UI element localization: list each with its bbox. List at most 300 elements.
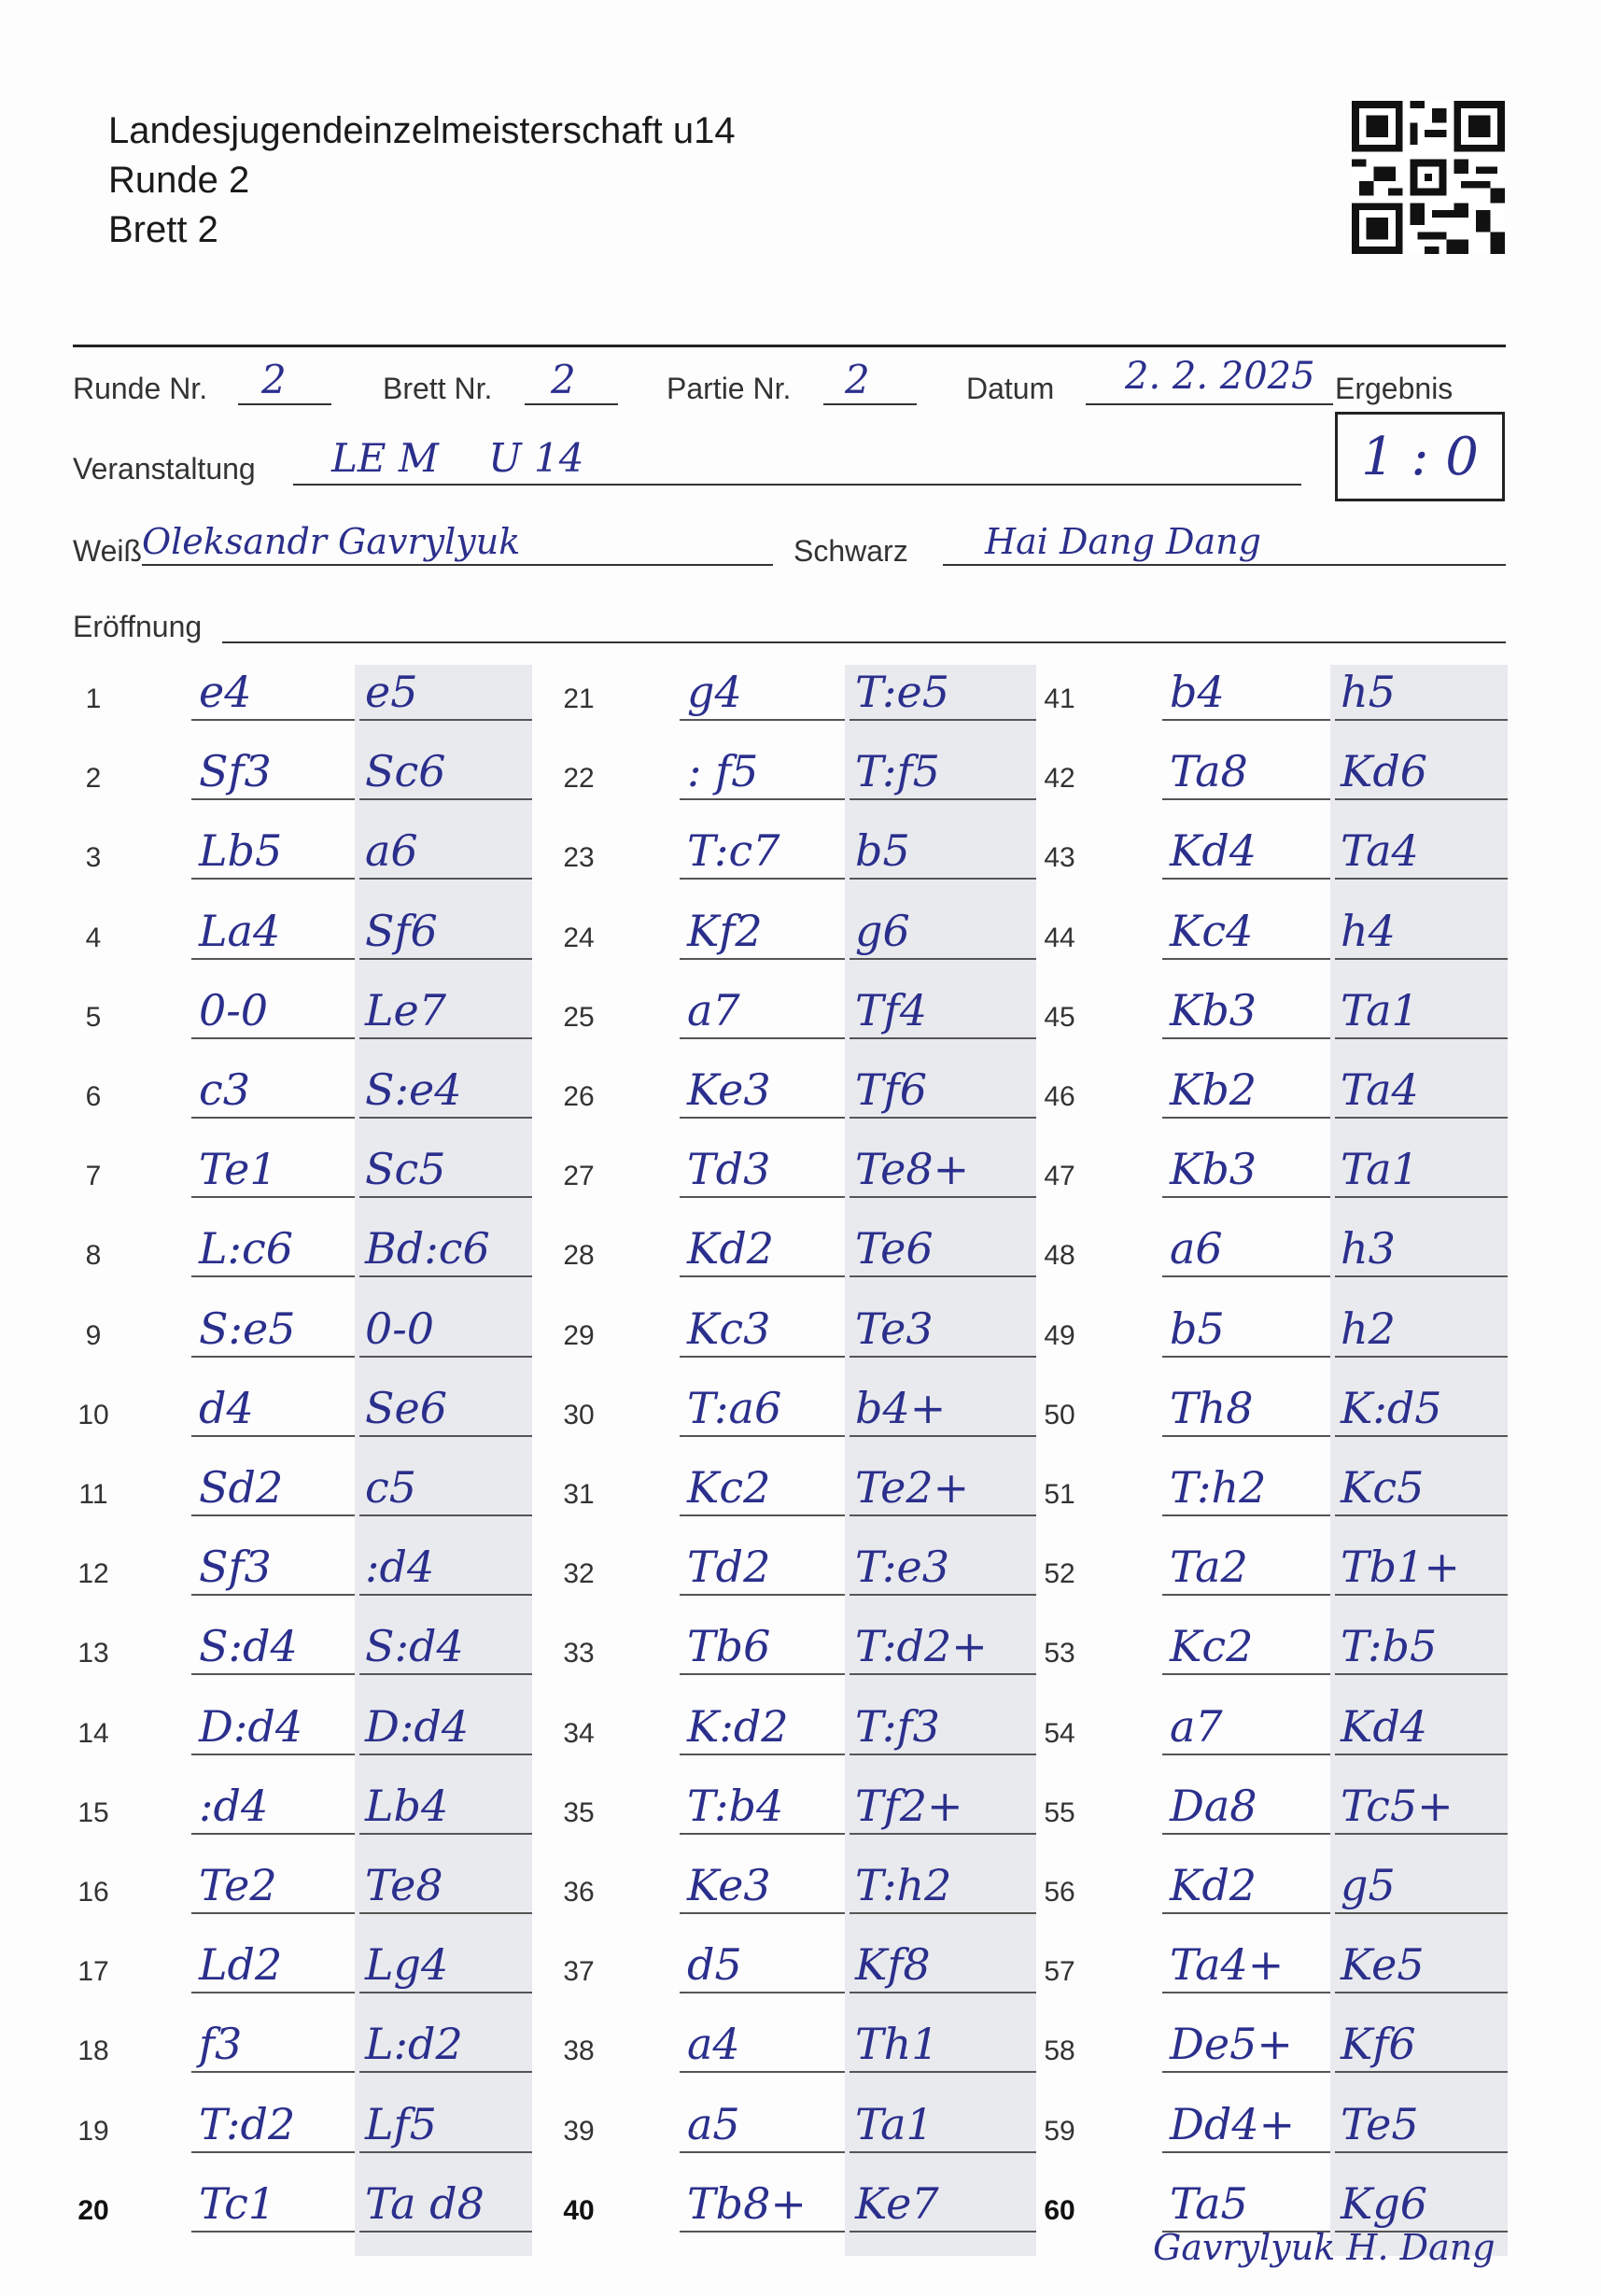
black-move[interactable]: Ta4 — [1341, 825, 1419, 877]
black-move-line — [850, 1912, 1036, 1914]
black-move[interactable]: Ta d8 — [365, 2177, 485, 2229]
white-move[interactable]: Kf2 — [687, 905, 763, 956]
black-move-line — [359, 1196, 532, 1198]
move-number: 40 — [563, 2194, 595, 2226]
white-move[interactable]: S:d4 — [199, 1621, 298, 1672]
white-move[interactable]: Sf3 — [199, 1542, 272, 1593]
black-move-line — [850, 1833, 1036, 1835]
white-move[interactable]: Tb6 — [687, 1621, 771, 1672]
black-move-line — [850, 1435, 1036, 1437]
black-move-line — [359, 2231, 532, 2233]
white-move-line — [1162, 1992, 1330, 1993]
white-move-line — [680, 1275, 845, 1277]
move-number: 30 — [563, 1399, 595, 1430]
white-move-line — [1162, 1037, 1330, 1039]
black-move[interactable]: S:e4 — [365, 1064, 462, 1115]
move-number: 48 — [1044, 1240, 1075, 1272]
move-number: 1 — [85, 683, 102, 714]
white-move[interactable]: b5 — [1170, 1303, 1225, 1354]
black-move-line — [1335, 1117, 1508, 1119]
move-number: 9 — [85, 1319, 102, 1351]
white-move[interactable]: e4 — [199, 667, 252, 717]
move-number: 23 — [563, 842, 595, 874]
black-move[interactable]: D:d4 — [365, 1700, 470, 1752]
move-number: 46 — [1044, 1081, 1075, 1112]
move-number: 11 — [78, 1479, 108, 1510]
black-move-line — [1335, 1356, 1508, 1358]
black-move[interactable]: Ke7 — [855, 2177, 939, 2229]
white-move-line — [191, 1992, 355, 1993]
black-move[interactable]: T:e3 — [855, 1542, 950, 1593]
black-move[interactable]: Sf6 — [365, 905, 438, 956]
move-number: 10 — [77, 1399, 109, 1430]
move-number: 58 — [1044, 2035, 1075, 2067]
white-move-line — [680, 798, 845, 800]
black-move[interactable]: Lb4 — [365, 1780, 449, 1831]
white-move-line — [1162, 958, 1330, 960]
black-move-line — [359, 958, 532, 960]
white-move[interactable]: Lb5 — [199, 825, 283, 877]
white-move[interactable]: Te2 — [199, 1860, 277, 1910]
black-move-line — [359, 878, 532, 880]
black-move[interactable]: Kf8 — [855, 1939, 931, 1991]
white-move-line — [191, 1117, 355, 1119]
white-move[interactable]: Ke3 — [687, 1860, 771, 1910]
schwarz-value[interactable]: Hai Dang Dang — [985, 521, 1261, 562]
black-move-line — [359, 1992, 532, 1993]
black-move[interactable]: h5 — [1341, 667, 1396, 717]
white-move-line — [191, 1673, 355, 1675]
black-move[interactable]: Th1 — [855, 2019, 939, 2070]
white-move[interactable]: K:d2 — [687, 1700, 789, 1752]
qr-code-icon — [1352, 101, 1505, 254]
white-move-line — [191, 1912, 355, 1914]
white-move[interactable]: Te1 — [199, 1144, 277, 1195]
black-move[interactable]: Se6 — [365, 1382, 448, 1433]
black-move[interactable]: b5 — [855, 825, 910, 877]
white-move-line — [680, 1037, 845, 1039]
brett-underline — [525, 403, 618, 405]
header-divider — [73, 345, 1506, 347]
white-move-line — [1162, 1196, 1330, 1198]
white-move[interactable]: Kc4 — [1170, 905, 1254, 956]
black-move[interactable]: :d4 — [365, 1542, 435, 1593]
white-move[interactable]: :d4 — [199, 1780, 269, 1831]
black-move[interactable]: g5 — [1341, 1860, 1396, 1910]
white-move[interactable]: Kb3 — [1170, 984, 1257, 1035]
datum-label: Datum — [966, 372, 1055, 405]
black-move-line — [1335, 1435, 1508, 1437]
weiss-value[interactable]: Oleksandr Gavrylyuk — [142, 521, 521, 562]
white-move[interactable]: S:e5 — [199, 1303, 296, 1354]
black-move[interactable]: Te2+ — [855, 1462, 970, 1513]
white-move-line — [680, 1117, 845, 1119]
move-number: 2 — [85, 763, 102, 795]
black-move[interactable]: T:b5 — [1341, 1621, 1438, 1672]
partie-underline — [823, 403, 917, 405]
black-move-line — [359, 2071, 532, 2073]
white-move-line — [680, 1196, 845, 1198]
white-move-line — [191, 1037, 355, 1039]
black-move[interactable]: Te3 — [855, 1303, 934, 1354]
tournament-title: Landesjugendeinzelmeisterschaft u14 — [108, 110, 736, 151]
black-move-line — [359, 798, 532, 800]
signatures: Gavrylyuk H. Dang — [1153, 2227, 1496, 2268]
black-move[interactable]: Sc6 — [365, 746, 446, 797]
black-move-line — [359, 1037, 532, 1039]
white-move[interactable]: g4 — [687, 667, 742, 717]
black-move-line — [850, 1754, 1036, 1755]
move-number: 17 — [77, 1956, 109, 1988]
white-move-line — [191, 2071, 355, 2073]
black-move[interactable]: Kc5 — [1341, 1462, 1425, 1513]
white-move-line — [680, 1833, 845, 1835]
black-move[interactable]: Tf4 — [855, 984, 927, 1035]
white-move[interactable]: L:c6 — [199, 1223, 294, 1275]
black-move[interactable]: g6 — [855, 905, 910, 956]
white-move[interactable]: Dd4+ — [1170, 2098, 1296, 2149]
white-move-line — [191, 2231, 355, 2233]
black-move-line — [359, 1594, 532, 1596]
black-move-line — [1335, 1037, 1508, 1039]
white-move[interactable]: Sf3 — [199, 746, 272, 797]
move-number: 27 — [563, 1161, 595, 1192]
black-move[interactable]: Ta1 — [1341, 1144, 1419, 1195]
brett-label: Brett Nr. — [383, 372, 493, 405]
white-move[interactable]: T:a6 — [687, 1382, 782, 1433]
black-move-line — [359, 1754, 532, 1755]
white-move[interactable]: : f5 — [687, 746, 759, 797]
move-number: 32 — [563, 1558, 595, 1590]
white-move[interactable]: Sd2 — [199, 1462, 284, 1513]
weiss-underline — [142, 564, 773, 566]
move-number: 18 — [77, 2035, 109, 2067]
white-move[interactable]: d5 — [687, 1939, 742, 1991]
black-move-line — [1335, 1992, 1508, 1993]
move-number: 7 — [85, 1161, 102, 1192]
white-move-line — [680, 2231, 845, 2233]
move-number: 36 — [563, 1877, 595, 1908]
white-move[interactable]: Kd2 — [687, 1223, 775, 1275]
black-move[interactable]: e5 — [365, 667, 418, 717]
black-move-line — [850, 1594, 1036, 1596]
black-move[interactable]: T:f3 — [855, 1700, 940, 1752]
black-move[interactable]: Te6 — [855, 1223, 934, 1275]
white-move-line — [1162, 2071, 1330, 2073]
black-move-line — [850, 2231, 1036, 2233]
white-move[interactable]: Ta5 — [1170, 2177, 1248, 2229]
white-move[interactable]: Kb3 — [1170, 1144, 1257, 1195]
black-move[interactable]: Te8 — [365, 1860, 443, 1910]
move-number: 29 — [563, 1319, 595, 1351]
black-move[interactable]: Ta4 — [1341, 1064, 1419, 1115]
black-move[interactable]: h3 — [1341, 1223, 1396, 1275]
white-move-line — [191, 1514, 355, 1516]
move-number: 43 — [1044, 842, 1075, 874]
black-move[interactable]: T:d2+ — [855, 1621, 988, 1672]
black-move-line — [850, 719, 1036, 721]
white-move[interactable]: 0-0 — [199, 984, 269, 1035]
move-number: 35 — [563, 1796, 595, 1828]
white-move-line — [1162, 1117, 1330, 1119]
black-move[interactable]: T:f5 — [855, 746, 940, 797]
white-move[interactable]: Ta4+ — [1170, 1939, 1285, 1991]
weiss-label: Weiß — [73, 534, 143, 568]
schwarz-label: Schwarz — [793, 534, 908, 568]
black-move[interactable]: Te8+ — [855, 1144, 970, 1195]
white-move[interactable]: Tb8+ — [687, 2177, 807, 2229]
black-move[interactable]: S:d4 — [365, 1621, 464, 1672]
white-move[interactable]: d4 — [199, 1382, 254, 1433]
black-move[interactable]: c5 — [365, 1462, 417, 1513]
move-number: 52 — [1044, 1558, 1075, 1590]
black-move-line — [1335, 1912, 1508, 1914]
black-move[interactable]: b4+ — [855, 1382, 947, 1433]
black-move-line — [359, 1514, 532, 1516]
move-number: 20 — [77, 2194, 109, 2226]
white-move-line — [1162, 1912, 1330, 1914]
veranstaltung-label: Veranstaltung — [73, 452, 256, 486]
black-move[interactable]: Tc5+ — [1341, 1780, 1454, 1831]
partie-value[interactable]: 2 — [845, 357, 870, 402]
runde-value[interactable]: 2 — [261, 357, 287, 402]
move-number: 44 — [1044, 922, 1075, 953]
white-move[interactable]: T:d2 — [199, 2098, 296, 2149]
white-move[interactable]: a4 — [687, 2019, 740, 2070]
white-move[interactable]: Td3 — [687, 1144, 771, 1195]
black-move[interactable]: 0-0 — [365, 1303, 435, 1354]
black-move-line — [359, 1673, 532, 1675]
white-move-line — [191, 1275, 355, 1277]
white-move[interactable]: Kb2 — [1170, 1064, 1257, 1115]
white-move[interactable]: Kc2 — [687, 1462, 771, 1513]
white-move-line — [191, 798, 355, 800]
black-move[interactable]: Lg4 — [365, 1939, 449, 1991]
white-move-line — [680, 2071, 845, 2073]
white-move-line — [1162, 1754, 1330, 1755]
round-title: Runde 2 — [108, 160, 250, 201]
move-number: 16 — [77, 1877, 109, 1908]
black-move[interactable]: Te5 — [1341, 2098, 1419, 2149]
move-number: 21 — [563, 683, 595, 714]
white-move[interactable]: Ta8 — [1170, 746, 1248, 797]
move-number: 49 — [1044, 1319, 1075, 1351]
white-move-line — [680, 1435, 845, 1437]
black-move-column-shade — [845, 665, 1036, 2256]
black-move-line — [1335, 2071, 1508, 2073]
move-number: 55 — [1044, 1796, 1075, 1828]
black-move[interactable]: Kd4 — [1341, 1700, 1428, 1752]
black-move-line — [1335, 1673, 1508, 1675]
black-move[interactable]: Kd6 — [1341, 746, 1428, 797]
schwarz-underline — [943, 564, 1506, 566]
black-move[interactable]: Tf2+ — [855, 1780, 963, 1831]
white-move-line — [680, 719, 845, 721]
black-move-line — [1335, 1196, 1508, 1198]
black-move-line — [850, 1037, 1036, 1039]
black-move[interactable]: T:e5 — [855, 667, 950, 717]
move-number: 45 — [1044, 1001, 1075, 1033]
white-move[interactable]: Kc2 — [1170, 1621, 1254, 1672]
black-move[interactable]: Tb1+ — [1341, 1542, 1460, 1593]
black-move-line — [359, 1275, 532, 1277]
white-move[interactable]: T:c7 — [687, 825, 780, 877]
white-move-line — [191, 1833, 355, 1835]
white-move-line — [1162, 1275, 1330, 1277]
move-number: 51 — [1044, 1479, 1075, 1510]
black-move[interactable]: Sc5 — [365, 1144, 446, 1195]
move-number: 56 — [1044, 1877, 1075, 1908]
board-title: Brett 2 — [108, 209, 218, 250]
black-move[interactable]: Ta1 — [1341, 984, 1419, 1035]
white-move[interactable]: b4 — [1170, 667, 1225, 717]
move-number: 41 — [1044, 683, 1075, 714]
white-move[interactable]: T:h2 — [1170, 1462, 1267, 1513]
white-move-line — [680, 1356, 845, 1358]
black-move-line — [1335, 958, 1508, 960]
black-move[interactable]: Lf5 — [365, 2098, 437, 2149]
black-move-line — [850, 878, 1036, 880]
white-move-line — [680, 2151, 845, 2153]
black-move-column-shade — [355, 665, 532, 2256]
datum-value[interactable]: 2. 2. 2025 — [1125, 355, 1315, 398]
black-move-line — [850, 2071, 1036, 2073]
white-move-line — [1162, 878, 1330, 880]
black-move-line — [850, 2151, 1036, 2153]
white-move-line — [191, 958, 355, 960]
black-move[interactable]: L:d2 — [365, 2019, 463, 2070]
white-move-line — [191, 1594, 355, 1596]
white-move[interactable]: D:d4 — [199, 1700, 303, 1752]
move-number: 5 — [85, 1001, 102, 1033]
black-move[interactable]: Kf6 — [1341, 2019, 1416, 2070]
black-move-line — [850, 1356, 1036, 1358]
black-move-line — [1335, 798, 1508, 800]
white-move[interactable]: Kd2 — [1170, 1860, 1257, 1910]
white-move-line — [191, 1754, 355, 1755]
white-move[interactable]: a7 — [687, 984, 740, 1035]
white-move[interactable]: T:b4 — [687, 1780, 784, 1831]
black-move[interactable]: K:d5 — [1341, 1382, 1442, 1433]
black-move-line — [359, 1356, 532, 1358]
move-number: 12 — [77, 1558, 109, 1590]
black-move-line — [1335, 1594, 1508, 1596]
white-move[interactable]: a6 — [1170, 1223, 1223, 1275]
veranstaltung-value[interactable]: LE M U 14 — [331, 435, 584, 481]
partie-label: Partie Nr. — [667, 372, 792, 405]
black-move-line — [850, 1196, 1036, 1198]
eroeffnung-underline — [222, 641, 1506, 643]
white-move[interactable]: c3 — [199, 1064, 251, 1115]
black-move-line — [1335, 1275, 1508, 1277]
runde-label: Runde Nr. — [73, 372, 208, 405]
black-move[interactable]: h2 — [1341, 1303, 1396, 1354]
black-move[interactable]: Tf6 — [855, 1064, 927, 1115]
tournament-header — [108, 106, 736, 255]
black-move-line — [850, 1673, 1036, 1675]
datum-underline — [1086, 403, 1333, 405]
black-move-line — [850, 1992, 1036, 1993]
white-move[interactable]: La4 — [199, 905, 281, 956]
move-number: 34 — [563, 1717, 595, 1749]
white-move-line — [680, 1514, 845, 1516]
eroeffnung-label: Eröffnung — [73, 610, 203, 643]
white-move[interactable]: Kd4 — [1170, 825, 1257, 877]
ergebnis-label: Ergebnis — [1335, 372, 1454, 405]
black-move-line — [1335, 2151, 1508, 2153]
move-number: 38 — [563, 2035, 595, 2067]
white-move-line — [191, 1356, 355, 1358]
white-move[interactable]: Kc3 — [687, 1303, 771, 1354]
white-move-line — [1162, 1356, 1330, 1358]
white-move-line — [1162, 2151, 1330, 2153]
move-number: 37 — [563, 1956, 595, 1988]
black-move[interactable]: Le7 — [365, 984, 447, 1035]
white-move[interactable]: Tc1 — [199, 2177, 276, 2229]
black-move[interactable]: T:h2 — [855, 1860, 952, 1910]
white-move[interactable]: a7 — [1170, 1700, 1223, 1752]
white-move[interactable]: Ld2 — [199, 1939, 283, 1991]
move-number: 31 — [563, 1479, 595, 1510]
black-move[interactable]: Ke5 — [1341, 1939, 1425, 1991]
move-number: 3 — [85, 842, 102, 874]
black-move[interactable]: h4 — [1341, 905, 1396, 956]
white-move-line — [1162, 719, 1330, 721]
black-move-line — [359, 1912, 532, 1914]
ergebnis-value[interactable]: 1 : 0 — [1335, 412, 1505, 501]
black-move[interactable]: Ta1 — [855, 2098, 934, 2149]
black-move[interactable]: Kg6 — [1341, 2177, 1428, 2229]
move-number: 57 — [1044, 1956, 1075, 1988]
move-number: 54 — [1044, 1717, 1075, 1749]
white-move[interactable]: Ta2 — [1170, 1542, 1248, 1593]
move-number: 60 — [1044, 2194, 1075, 2226]
black-move-line — [359, 1117, 532, 1119]
move-number: 42 — [1044, 763, 1075, 795]
white-move-line — [1162, 1514, 1330, 1516]
move-number: 28 — [563, 1240, 595, 1272]
white-move[interactable]: Ke3 — [687, 1064, 771, 1115]
move-number: 13 — [77, 1638, 109, 1669]
black-move-line — [850, 1514, 1036, 1516]
black-move-column-shade — [1330, 665, 1508, 2256]
black-move-line — [1335, 878, 1508, 880]
white-move-line — [191, 1196, 355, 1198]
white-move[interactable]: Th8 — [1170, 1382, 1254, 1433]
move-number: 19 — [77, 2115, 109, 2147]
white-move-line — [680, 1992, 845, 1993]
move-number: 26 — [563, 1081, 595, 1112]
white-move-line — [680, 1594, 845, 1596]
move-number: 47 — [1044, 1161, 1075, 1192]
white-move[interactable]: Td2 — [687, 1542, 771, 1593]
white-move[interactable]: Da8 — [1170, 1780, 1257, 1831]
move-number: 6 — [85, 1081, 102, 1112]
black-move-line — [359, 1435, 532, 1437]
runde-underline — [238, 403, 331, 405]
white-move[interactable]: f3 — [199, 2019, 243, 2070]
black-move[interactable]: Bd:c6 — [365, 1223, 490, 1275]
black-move-line — [1335, 1514, 1508, 1516]
black-move-line — [850, 958, 1036, 960]
black-move[interactable]: a6 — [365, 825, 418, 877]
white-move[interactable]: a5 — [687, 2098, 740, 2149]
white-move-line — [1162, 1673, 1330, 1675]
move-number: 39 — [563, 2115, 595, 2147]
brett-value[interactable]: 2 — [551, 357, 576, 402]
white-move-line — [1162, 1435, 1330, 1437]
white-move[interactable]: De5+ — [1170, 2019, 1293, 2070]
